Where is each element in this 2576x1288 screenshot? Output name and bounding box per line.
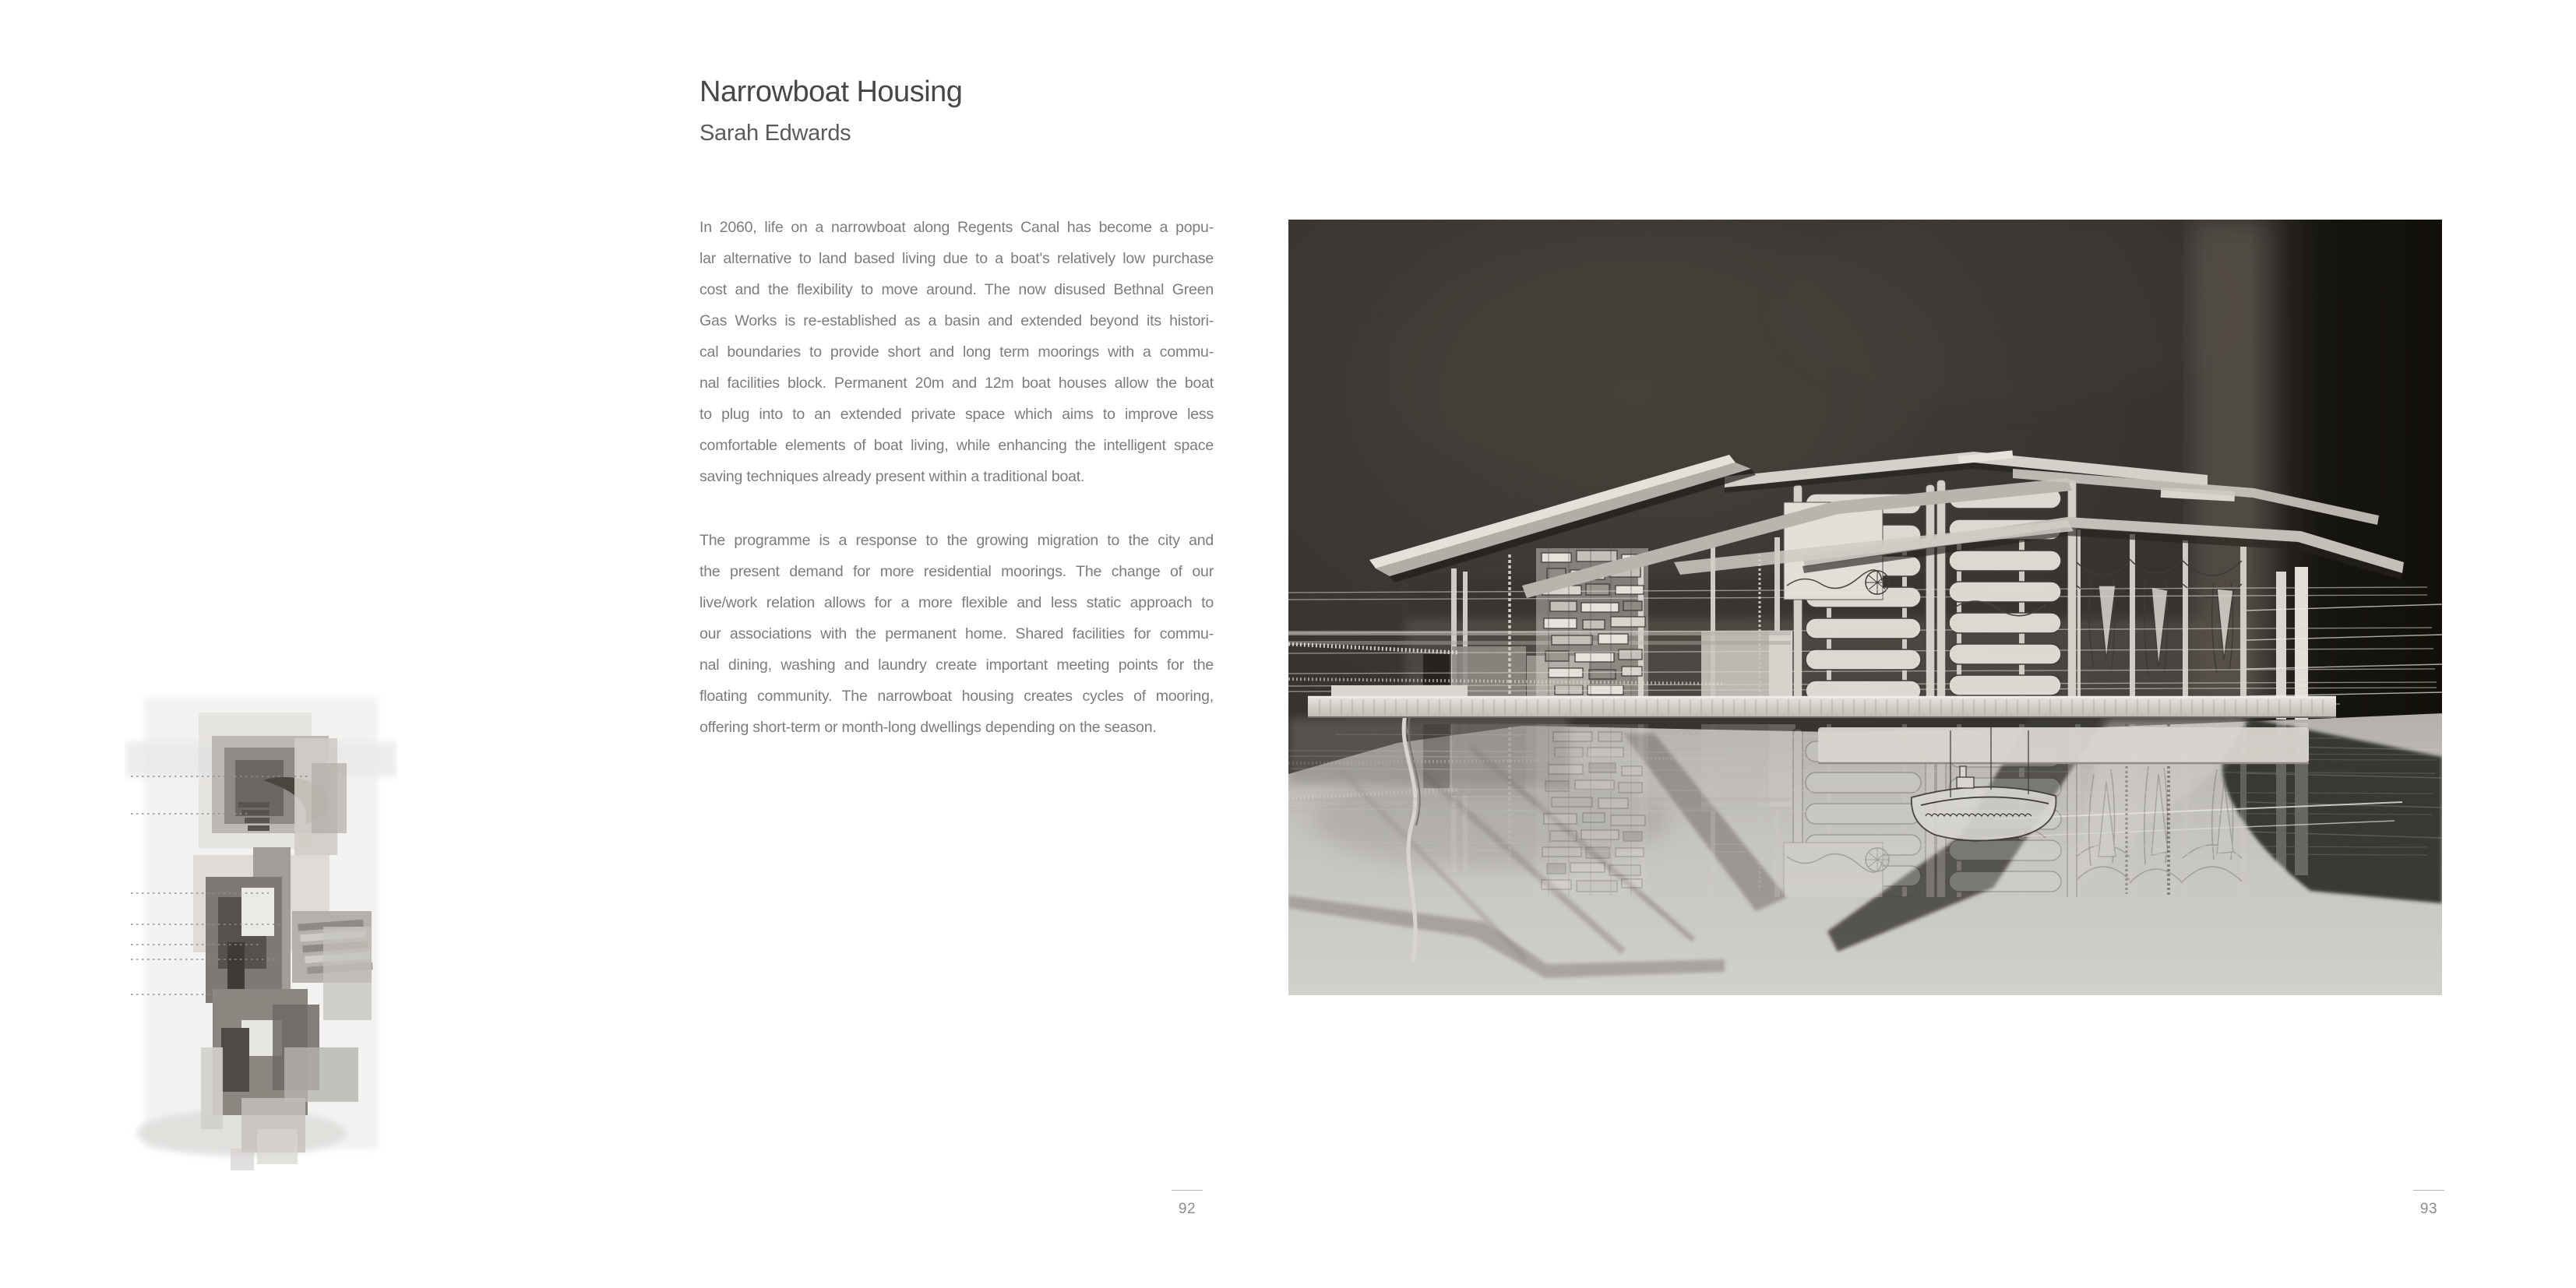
page-author: Sarah Edwards (700, 121, 851, 146)
body-line: our associations with the permanent home. Shared facilities for commu- (700, 625, 1214, 642)
body-line: to plug into to an extended private space which aims to improve less (700, 406, 1214, 423)
body-line: the present demand for more residential moorings. The change of our (700, 563, 1214, 580)
footer-rule (2413, 1190, 2444, 1191)
body-line: cal boundaries to provide short and long term moorings with a commu- (700, 343, 1214, 361)
footer-rule (1172, 1190, 1203, 1191)
page-title: Narrowboat Housing (700, 76, 963, 108)
body-line: cost and the flexibility to move around. The now disused Bethnal Green (700, 281, 1214, 298)
body-paragraph (700, 525, 1214, 743)
collage-fragments (193, 713, 373, 1170)
body-text-column (700, 212, 1214, 743)
right-page-footer (2410, 1190, 2447, 1218)
body-line: comfortable elements of boat living, while enhancing the intelligent space (700, 437, 1214, 454)
model-photo-figure (1288, 220, 2442, 995)
body-line: lar alternative to land based living due to a boat's relatively low purchase (700, 250, 1214, 267)
body-line: Gas Works is re-established as a basin and extended beyond its histori- (700, 312, 1214, 329)
body-line: saving techniques already present within a traditional boat. (700, 468, 1085, 485)
page-number-right: 93 (2419, 1201, 2438, 1217)
body-line: In 2060, life on a narrowboat along Regents Canal has become a popu- (700, 219, 1214, 236)
body-line: nal facilities block. Permanent 20m and 12m boat houses allow the boat (700, 375, 1214, 392)
body-paragraph (700, 212, 1214, 492)
body-line: nal dining, washing and laundry create important meeting points for the (700, 656, 1214, 674)
body-line: live/work relation allows for a more flexible and less static approach to (700, 594, 1214, 611)
title-block (700, 75, 962, 146)
body-line: floating community. The narrowboat housing creates cycles of mooring, (700, 688, 1214, 705)
page-number-left: 92 (1178, 1201, 1196, 1217)
body-line: offering short-term or month-long dwellings depending on the season. (700, 719, 1157, 736)
left-page-footer (1168, 1190, 1206, 1218)
body-line: The programme is a response to the growing migration to the city and (700, 532, 1214, 549)
collage-figure (125, 693, 397, 1180)
